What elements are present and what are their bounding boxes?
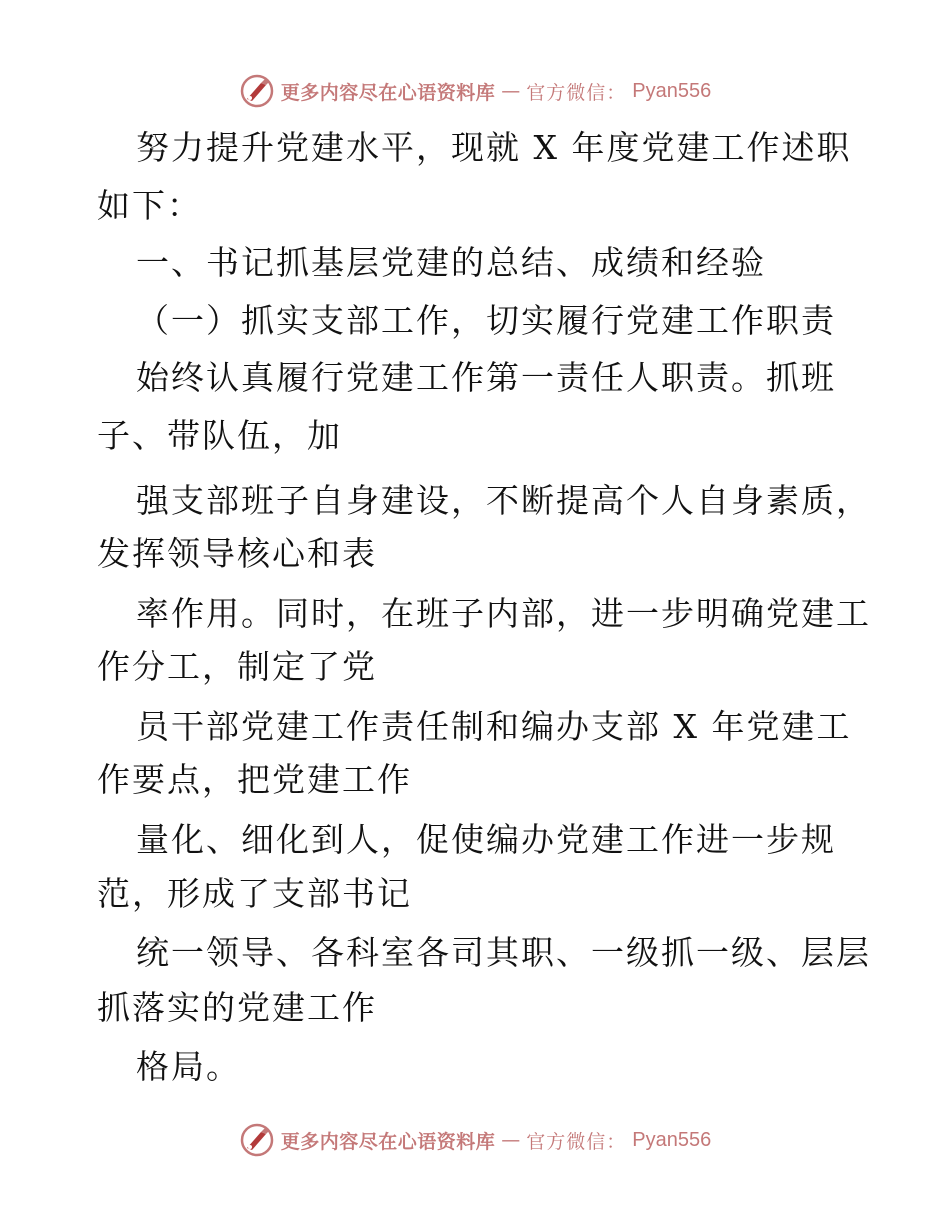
section-heading: 一、书记抓基层党建的总结、成绩和经验 — [136, 243, 766, 282]
header-banner-dash: — — [501, 80, 521, 102]
footer-banner-text: 更多内容尽在心语资料库 — [280, 1130, 496, 1153]
body-line: 子、带队伍，加 — [97, 416, 342, 455]
body-line: 格局。 — [136, 1047, 241, 1086]
header-wechat-id: Pyan556 — [632, 79, 712, 102]
body-line: 始终认真履行党建工作第一责任人职责。抓班 — [136, 358, 836, 397]
header-wechat-label: 官方微信： — [526, 81, 627, 104]
body-line: 员干部党建工作责任制和编办支部 X 年党建工 — [136, 707, 852, 746]
pen-logo-icon — [239, 73, 275, 109]
body-line: 抓落实的党建工作 — [97, 988, 377, 1027]
header-banner-text: 更多内容尽在心语资料库 — [280, 81, 496, 104]
body-line: 强支部班子自身建设，不断提高个人自身素质， — [136, 481, 871, 520]
footer-banner — [0, 1120, 950, 1160]
body-line: 量化、细化到人，促使编办党建工作进一步规 — [136, 820, 836, 859]
body-line: 作要点，把党建工作 — [97, 760, 412, 799]
body-line: 范，形成了支部书记 — [97, 874, 412, 913]
footer-wechat-label: 官方微信： — [526, 1130, 627, 1153]
body-line: 统一领导、各科室各司其职、一级抓一级、层层 — [136, 933, 871, 972]
pen-logo-icon — [239, 1122, 275, 1158]
body-line: 如下： — [97, 186, 202, 225]
body-line: 作分工，制定了党 — [97, 647, 377, 686]
body-line: 率作用。同时，在班子内部，进一步明确党建工 — [136, 594, 871, 633]
footer-wechat-id: Pyan556 — [632, 1128, 712, 1151]
header-banner — [0, 71, 950, 111]
body-line: 努力提升党建水平，现就 X 年度党建工作述职 — [136, 128, 852, 167]
body-line: 发挥领导核心和表 — [97, 534, 377, 573]
footer-banner-dash: — — [501, 1129, 521, 1151]
subsection-heading: （一）抓实支部工作，切实履行党建工作职责 — [136, 301, 836, 340]
